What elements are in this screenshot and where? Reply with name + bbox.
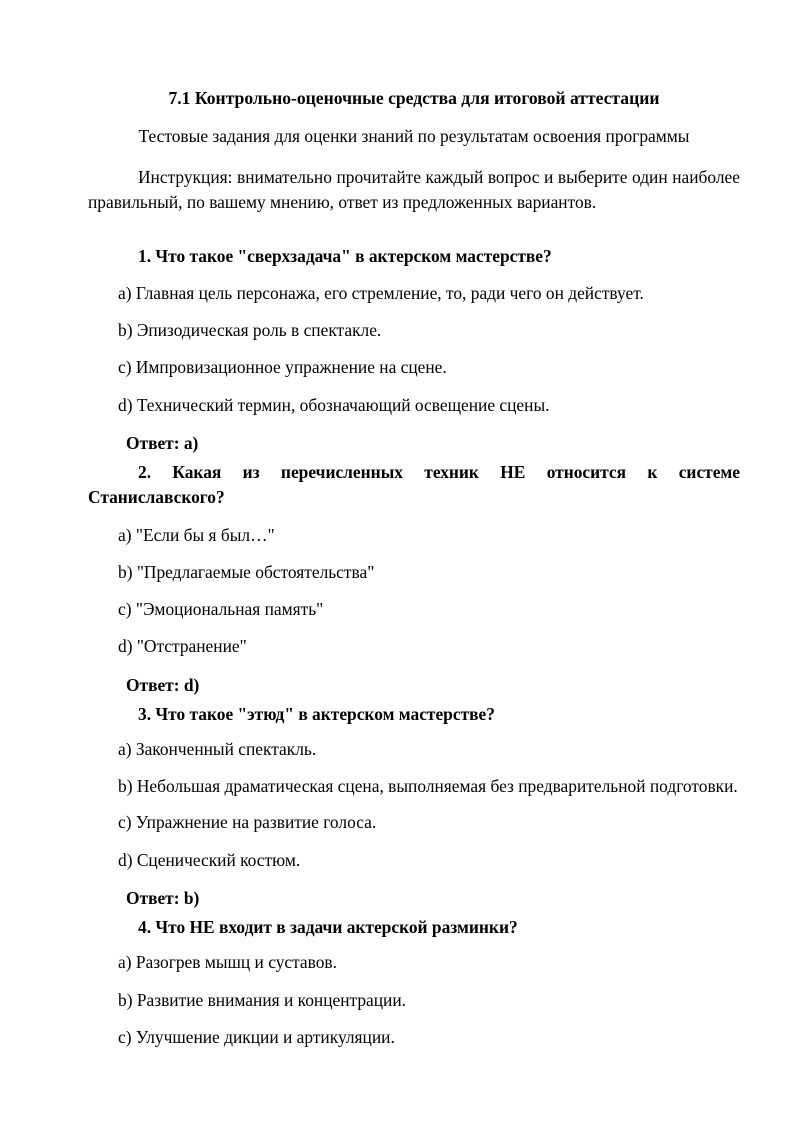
option-1-a[interactable]: a) Главная цель персонажа, его стремление, то, ради чего он действует. [118, 282, 644, 303]
option-4-b[interactable]: b) Развитие внимания и концентрации. [118, 989, 407, 1010]
question-text-4: 4. Что НЕ входит в задачи актерской разминки? [138, 917, 518, 938]
option-4-a[interactable]: a) Разогрев мышц и суставов. [118, 952, 337, 973]
answer-1: Ответ: a) [126, 432, 199, 453]
question-block-4 [88, 915, 740, 1050]
option-4-c[interactable]: c) Улучшение дикции и артикуляции. [118, 1026, 395, 1047]
instruction-paragraph: Инструкция: внимательно прочитайте каждый вопрос и выберите один наиболее правильный, по вашему мнению, ответ из предложенных вариантов. [88, 167, 740, 213]
option-1-d[interactable]: d) Технический термин, обозначающий освещение сцены. [118, 394, 550, 415]
option-3-d[interactable]: d) Сценический костюм. [118, 849, 301, 870]
option-1-b[interactable]: b) Эпизодическая роль в спектакле. [118, 320, 382, 341]
answer-3: Ответ: b) [126, 887, 200, 908]
question-text-2: 2. Какая из перечисленных техник НЕ относится к системе Станиславского? [88, 462, 740, 508]
question-block-3 [88, 702, 740, 911]
question-text-3: 3. Что такое "этюд" в актерском мастерстве? [138, 703, 495, 724]
question-block-1 [88, 244, 740, 456]
option-3-a[interactable]: a) Законченный спектакль. [118, 738, 317, 759]
page-title: 7.1 Контрольно-оценочные средства для итоговой аттестации [168, 88, 660, 108]
document-subtitle: Тестовые задания для оценки знаний по результатам освоения программы [138, 126, 690, 147]
question-block-2 [88, 460, 740, 698]
option-2-a[interactable]: a) "Если бы я был…" [118, 524, 275, 545]
option-3-c[interactable]: c) Упражнение на развитие голоса. [118, 812, 377, 833]
answer-2: Ответ: d) [126, 674, 200, 695]
option-2-d[interactable]: d) "Отстранение" [118, 636, 247, 657]
option-2-b[interactable]: b) "Предлагаемые обстоятельства" [118, 561, 375, 582]
option-1-c[interactable]: c) Импровизационное упражнение на сцене. [118, 357, 447, 378]
option-3-b[interactable]: b) Небольшая драматическая сцена, выполняемая без предварительной подготовки. [118, 776, 738, 797]
question-text-1: 1. Что такое "сверхзадача" в актерском мастерстве? [138, 245, 552, 266]
option-2-c[interactable]: c) "Эмоциональная память" [118, 599, 324, 620]
document-body [88, 88, 740, 1062]
